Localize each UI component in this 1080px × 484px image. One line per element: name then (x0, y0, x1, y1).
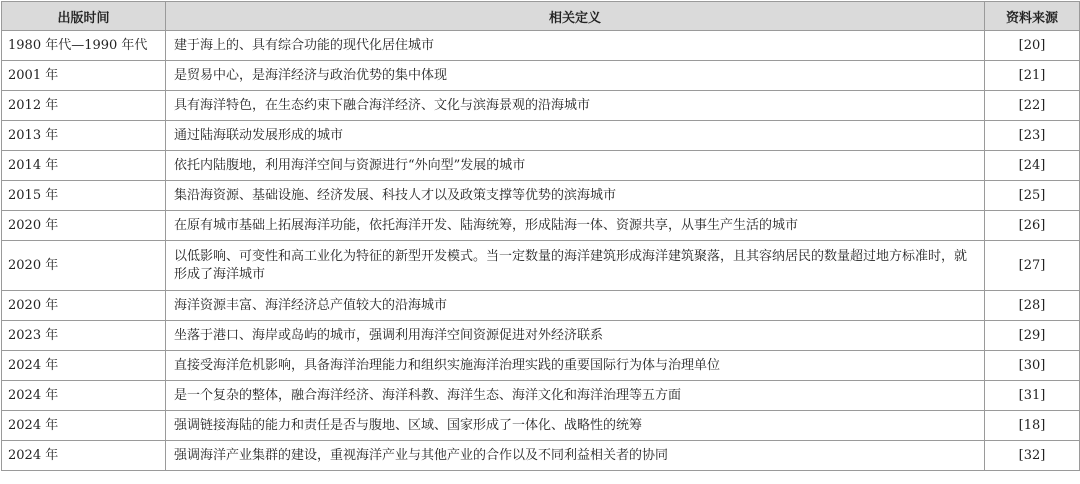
row-definition: 建于海上的、具有综合功能的现代化居住城市 (166, 31, 985, 61)
row-source: [32] (985, 441, 1080, 471)
row-definition: 是一个复杂的整体，融合海洋经济、海洋科教、海洋生态、海洋文化和海洋治理等五方面 (166, 381, 985, 411)
table-row (2, 211, 1080, 241)
table-row (2, 291, 1080, 321)
table-row (2, 181, 1080, 211)
table-row (2, 241, 1080, 291)
header-source: 资料来源 (985, 2, 1080, 31)
row-date: 2020 年 (2, 291, 166, 321)
row-date: 2012 年 (2, 91, 166, 121)
definitions-table (1, 1, 1080, 471)
table-row (2, 351, 1080, 381)
row-date: 2020 年 (2, 211, 166, 241)
row-source: [26] (985, 211, 1080, 241)
row-date: 2020 年 (2, 241, 166, 291)
table-row (2, 321, 1080, 351)
row-source: [24] (985, 151, 1080, 181)
row-definition: 强调链接海陆的能力和责任是否与腹地、区域、国家形成了一体化、战略性的统筹 (166, 411, 985, 441)
row-source: [22] (985, 91, 1080, 121)
row-source: [21] (985, 61, 1080, 91)
row-definition: 直接受海洋危机影响，具备海洋治理能力和组织实施海洋治理实践的重要国际行为体与治理单位 (166, 351, 985, 381)
row-definition: 具有海洋特色，在生态约束下融合海洋经济、文化与滨海景观的沿海城市 (166, 91, 985, 121)
table-header-row (2, 2, 1080, 31)
row-source: [31] (985, 381, 1080, 411)
row-date: 2014 年 (2, 151, 166, 181)
row-source: [30] (985, 351, 1080, 381)
table-row (2, 31, 1080, 61)
row-date: 2001 年 (2, 61, 166, 91)
table-row (2, 121, 1080, 151)
header-definition: 相关定义 (166, 2, 985, 31)
row-date: 1980 年代—1990 年代 (2, 31, 166, 61)
row-source: [20] (985, 31, 1080, 61)
row-definition: 在原有城市基础上拓展海洋功能，依托海洋开发、陆海统筹，形成陆海一体、资源共享，从事生产生活的城市 (166, 211, 985, 241)
row-source: [29] (985, 321, 1080, 351)
table-row (2, 151, 1080, 181)
row-date: 2013 年 (2, 121, 166, 151)
row-source: [27] (985, 241, 1080, 291)
row-source: [25] (985, 181, 1080, 211)
row-date: 2024 年 (2, 411, 166, 441)
table-row (2, 91, 1080, 121)
row-date: 2024 年 (2, 351, 166, 381)
row-date: 2024 年 (2, 441, 166, 471)
row-date: 2015 年 (2, 181, 166, 211)
row-definition: 通过陆海联动发展形成的城市 (166, 121, 985, 151)
table-row (2, 61, 1080, 91)
row-definition: 海洋资源丰富、海洋经济总产值较大的沿海城市 (166, 291, 985, 321)
row-definition: 是贸易中心，是海洋经济与政治优势的集中体现 (166, 61, 985, 91)
table-row (2, 381, 1080, 411)
header-publish-time: 出版时间 (2, 2, 166, 31)
table-row (2, 441, 1080, 471)
row-definition: 坐落于港口、海岸或岛屿的城市，强调利用海洋空间资源促进对外经济联系 (166, 321, 985, 351)
row-date: 2024 年 (2, 381, 166, 411)
table-row (2, 411, 1080, 441)
row-definition: 以低影响、可变性和高工业化为特征的新型开发模式。当一定数量的海洋建筑形成海洋建筑聚落，且其容纳居民的数量超过地方标准时，就形成了海洋城市 (166, 241, 985, 291)
row-definition: 集沿海资源、基础设施、经济发展、科技人才以及政策支撑等优势的滨海城市 (166, 181, 985, 211)
row-source: [28] (985, 291, 1080, 321)
row-definition: 强调海洋产业集群的建设，重视海洋产业与其他产业的合作以及不同利益相关者的协同 (166, 441, 985, 471)
row-date: 2023 年 (2, 321, 166, 351)
row-source: [18] (985, 411, 1080, 441)
row-definition: 依托内陆腹地，利用海洋空间与资源进行“外向型”发展的城市 (166, 151, 985, 181)
row-source: [23] (985, 121, 1080, 151)
